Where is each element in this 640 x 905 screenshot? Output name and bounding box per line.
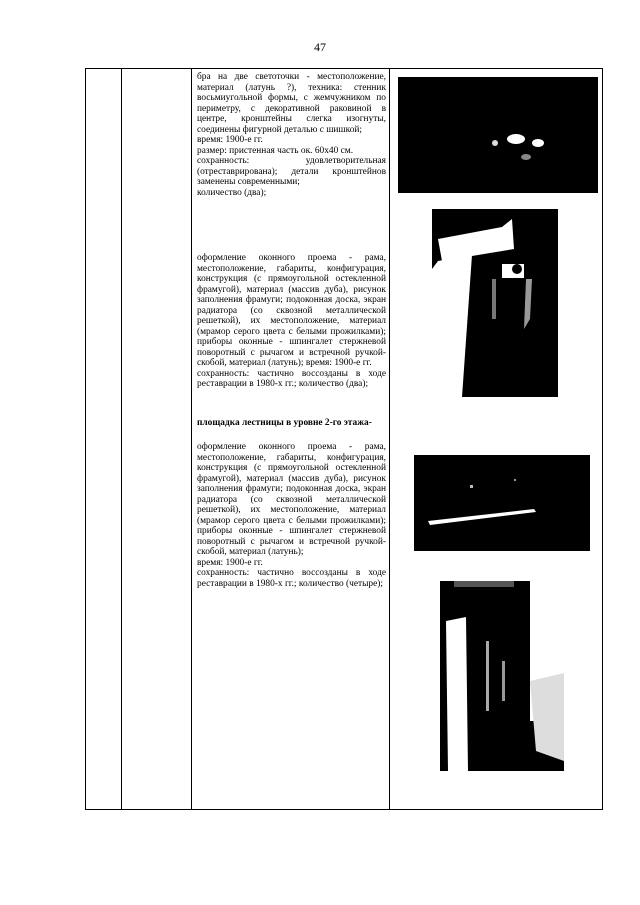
entry-window-2-description: оформление оконного проема - рама, местоположение, габариты, конфигурация, конструкция (с прямоугольной остекленной фрамугой), материал (массив дуба), рисунок заполнения фрамуги; подоконная доска, экран радиатора (со сквозной металлической решеткой), их местоположение, материал (мрамор серого цвета с белыми прожилками); приборы оконные - шпингалет стержневой поворотный с рычагом и встречной ручкой-скобой, материал (латунь); <box>197 442 386 557</box>
entry-sconce-condition: сохранность: удовлетворительная (отреставрирована); детали кронштейнов заменены современными; <box>197 156 386 187</box>
entry-window-1-condition: сохранность: частично воссозданы в ходе реставрации в 1980-х гг.; количество (два); <box>197 368 386 389</box>
photo-windowsill <box>414 455 590 551</box>
entry-sconce-time: время: 1900-е гг. <box>197 135 263 145</box>
entry-sconce-quantity: количество (два); <box>197 187 267 198</box>
register-table <box>85 68 603 810</box>
entry-window-1 <box>197 253 386 390</box>
photo-staircase-window <box>440 581 564 771</box>
section-heading: площадка лестницы в уровне 2-го этажа- <box>197 417 372 428</box>
description-cell <box>192 69 390 810</box>
column-number-cell <box>86 69 122 810</box>
entry-sconce-description: бра на две светоточки - местоположение, материал (латунь ?), техника: стенник восьмиугольной формы, с жемчужником по периметру, с декоративной раковиной в центре, кронштейны слегка изогнуты, соединены фигурной деталью с шишкой; <box>197 72 386 135</box>
page-number: 47 <box>314 40 326 54</box>
entry-window-1-description: оформление оконного проема - рама, местоположение, габариты, конфигурация, конструкция (с прямоугольной остекленной фрамугой), материал (массив дуба), рисунок заполнения фрамуги; подоконная доска, экран радиатора (со сквозной металлической решеткой), их местоположение, материал (мрамор серого цвета с белыми прожилками); приборы оконные - шпингалет стержневой поворотный с рычагом и встречной ручкой-скобой, материал (латунь); время: 1900-е гг. <box>197 253 386 368</box>
entry-window-2-condition: сохранность: частично воссозданы в ходе реставрации в 1980-х гг.; количество (четыре); <box>197 568 386 589</box>
photo-sconce <box>398 77 598 193</box>
column-location-cell <box>122 69 192 810</box>
entry-window-2-time: время: 1900-е гг. <box>197 557 263 568</box>
entry-window-2 <box>197 442 386 589</box>
entry-sconce-size: размер: пристенная часть ок. 60х40 см. <box>197 145 354 156</box>
photo-window-frame <box>432 209 558 397</box>
entry-sconce <box>197 72 386 198</box>
photos-cell <box>390 69 603 810</box>
